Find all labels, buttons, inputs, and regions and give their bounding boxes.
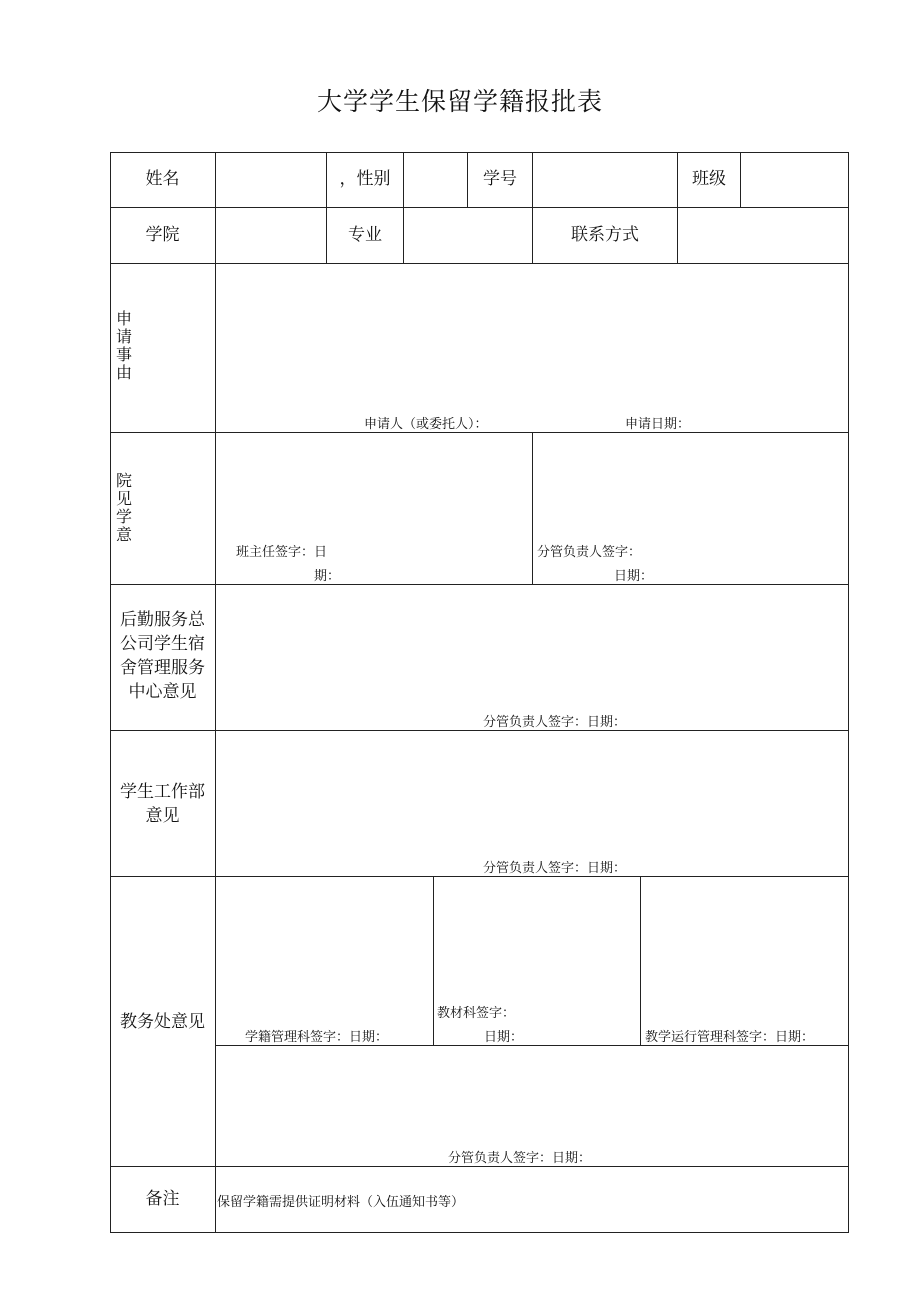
major-label: 专业 <box>348 225 382 245</box>
applicant-signature-label: 申请人（或委托人）： <box>364 417 488 432</box>
teaching-ops-signature-label: 教学运行管理科签字：日期： <box>645 1030 815 1045</box>
class-field[interactable] <box>741 153 848 207</box>
application-reason-label: 申 请 事 由 <box>116 309 133 382</box>
head-teacher-opinion-field[interactable] <box>216 433 532 533</box>
college-leader-date-label: 日期： <box>614 569 654 584</box>
college-opinion-label: 院 见 学 意 <box>116 471 133 544</box>
logistics-opinion-label: 后勤服务总 公司学生宿 舍管理服务 中心意见 <box>120 610 205 702</box>
textbook-opinion-field[interactable] <box>434 877 640 997</box>
college-field[interactable] <box>216 208 326 263</box>
logistics-signature-label: 分管负责人签字：日期： <box>483 715 627 730</box>
textbook-signature-label: 教材科签字： <box>437 1006 516 1021</box>
name-label: 姓名 <box>145 169 180 189</box>
student-id-label: 学号 <box>483 169 517 189</box>
student-id-field[interactable] <box>533 153 677 207</box>
contact-label: 联系方式 <box>571 225 639 245</box>
student-affairs-opinion-field[interactable] <box>216 731 848 851</box>
teaching-ops-opinion-field[interactable] <box>641 877 848 1017</box>
application-reason-field[interactable] <box>216 264 848 404</box>
form-title: 大学学生保留学籍报批表 <box>316 87 603 116</box>
remarks-label: 备注 <box>145 1189 180 1209</box>
student-affairs-opinion-label: 学生工作部 意见 <box>120 782 205 826</box>
registry-signature-label: 学籍管理科签字：日期： <box>245 1030 389 1045</box>
college-leader-opinion-field[interactable] <box>533 433 848 533</box>
major-field[interactable] <box>404 208 532 263</box>
approval-form-table <box>110 152 849 1233</box>
head-teacher-date-label: 期： <box>314 569 341 584</box>
gender-label: ，性别 <box>339 169 391 189</box>
apply-date-label: 申请日期： <box>625 417 691 432</box>
head-teacher-signature-label: 班主任签字：日 <box>236 545 328 560</box>
logistics-opinion-field[interactable] <box>216 585 848 705</box>
name-field[interactable] <box>216 153 326 207</box>
college-label: 学院 <box>145 225 180 245</box>
contact-field[interactable] <box>678 208 848 263</box>
student-affairs-signature-label: 分管负责人签字：日期： <box>483 861 627 876</box>
college-leader-signature-label: 分管负责人签字： <box>537 545 642 560</box>
remarks-text: 保留学籍需提供证明材料（入伍通知书等） <box>217 1195 465 1210</box>
gender-field[interactable] <box>404 153 467 207</box>
row-divider <box>110 1166 849 1167</box>
academic-leader-signature-label: 分管负责人签字：日期： <box>448 1151 592 1166</box>
registry-opinion-field[interactable] <box>216 877 433 1017</box>
academic-leader-opinion-field[interactable] <box>216 1046 848 1141</box>
table-border-right <box>848 152 849 1233</box>
academic-affairs-opinion-label: 教务处意见 <box>120 1012 205 1032</box>
table-border-bottom <box>110 1232 849 1233</box>
class-label: 班级 <box>692 169 726 189</box>
textbook-date-label: 日期： <box>484 1030 524 1045</box>
